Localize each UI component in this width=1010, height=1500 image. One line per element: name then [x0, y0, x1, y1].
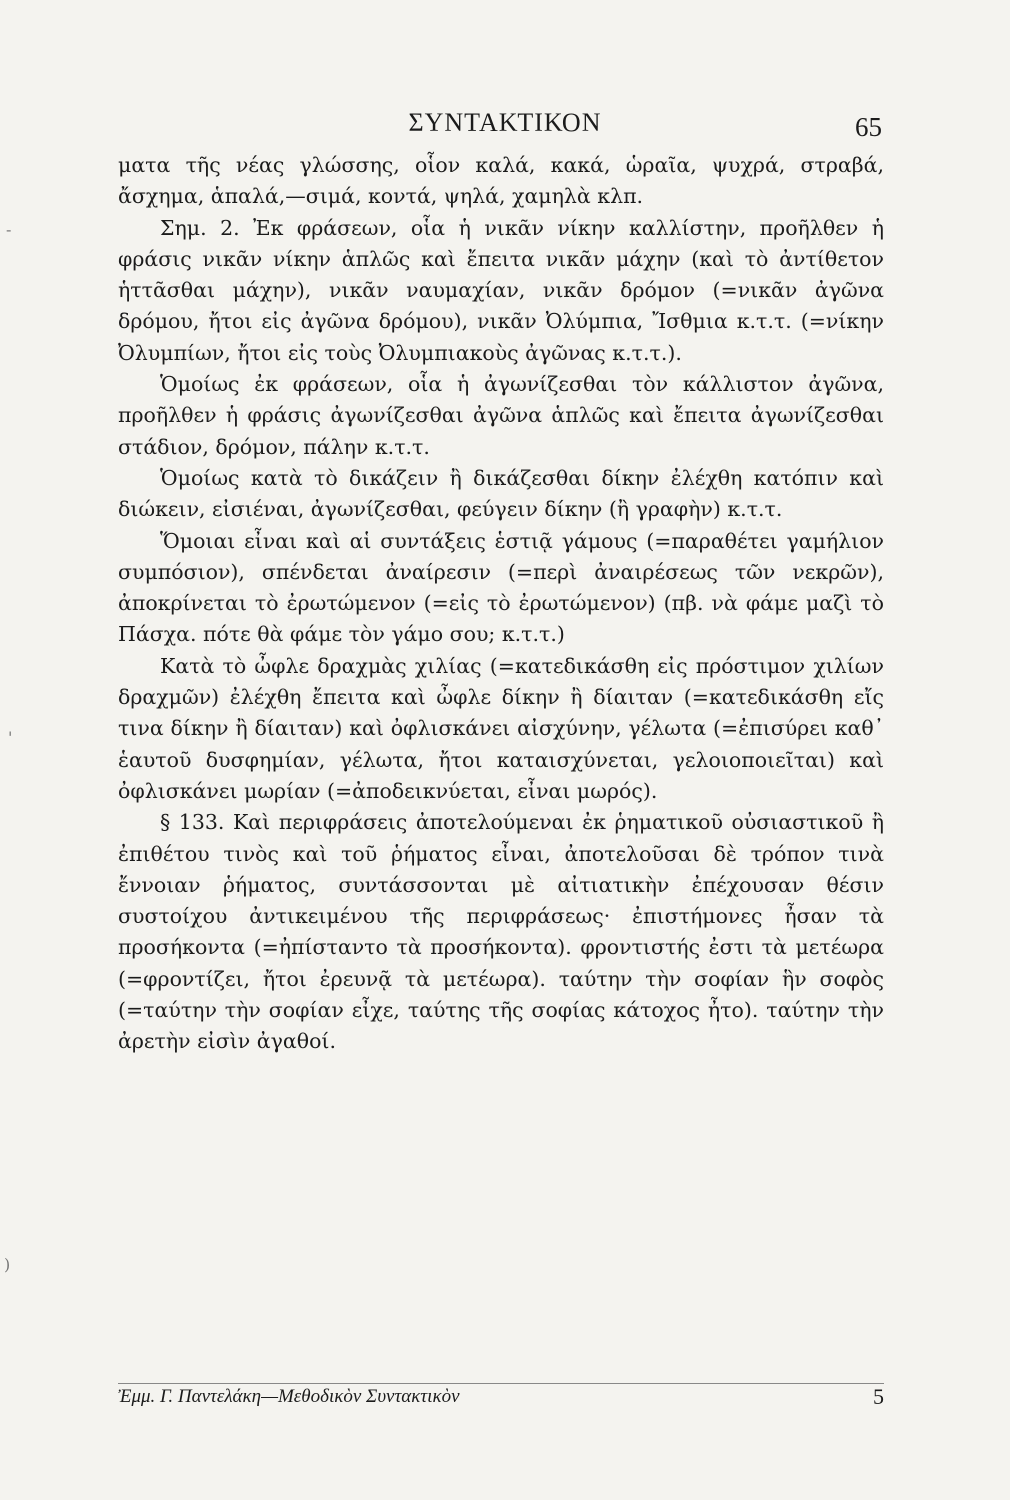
body-text	[118, 150, 884, 1058]
running-title: ΣΥΝΤΑΚΤΙΚΟΝ	[408, 108, 602, 137]
paragraph-continuation: ματα τῆς νέας γλώσσης, οἷον καλά, κακά, ὡραῖα, ψυχρά, στραβά, ἄσχημα, ἁπαλά,—σιμά, κοντά, ψηλά, χαμηλὰ κλπ.	[118, 153, 884, 209]
page-number: 65	[855, 112, 882, 142]
paragraph-note-2: Σημ. 2. Ἐκ φράσεων, οἷα ἡ νικᾶν νίκην καλλίστην, προῆλθεν ἡ φράσις νικᾶν νίκην ἁπλῶς καὶ ἔπειτα νικᾶν μάχην (καὶ τὸ ἀντίθετον ἡττᾶσθαι μάχην), νικᾶν ναυμαχίαν, νικᾶν δρόμον (=νικᾶν ἀγῶνα δρόμου, ἤτοι εἰς ἀγῶνα δρόμου), νικᾶν Ὀλύμπια, Ἴσθμια κ.τ.τ. (=νίκην Ὀλυμπίων, ἤτοι εἰς τοὺς Ὀλυμπιακοὺς ἀγῶνας κ.τ.τ.).	[118, 215, 884, 365]
margin-tick-mark: -	[6, 220, 12, 239]
page-footer	[118, 1383, 884, 1418]
margin-tick-mark: '	[8, 728, 13, 747]
paragraph-section-133: § 133. Καὶ περιφράσεις ἀποτελούμεναι ἐκ ῥηματικοῦ οὐσιαστικοῦ ἢ ἐπιθέτου τινὸς καὶ τοῦ ῥήματος εἶναι, ἀποτελοῦσαι δὲ τρόπον τινὰ ἔννοιαν ῥήματος, συντάσσονται μὲ αἰτιατικὴν ἐπέχουσαν θέσιν συστοίχου ἀντικειμένου τῆς περιφράσεως· ἐπιστήμονες ἦσαν τὰ προσήκοντα (=ἠπίσταντο τὰ προσήκοντα). φροντιστής ἐστι τὰ μετέωρα (=φροντίζει, ἤτοι ἐρευνᾷ τὰ μετέωρα). ταύτην τὴν σοφίαν ἣν σοφὸς (=ταύτην τὴν σοφίαν εἶχε, ταύτης τῆς σοφίας κάτοχος ἦτο). ταύτην τὴν ἀρετὴν εἰσὶν ἀγαθοί.	[118, 810, 884, 1054]
paragraph-agonizesthai: Ὁμοίως ἐκ φράσεων, οἷα ἡ ἀγωνίζεσθαι τὸν κάλλιστον ἀγῶνα, προῆλθεν ἡ φράσις ἀγωνίζεσθαι ἀγῶνα ἁπλῶς καὶ ἔπειτα ἀγωνίζεσθαι στάδιον, δρόμον, πάλην κ.τ.τ.	[118, 372, 884, 459]
paragraph-dikazein: Ὁμοίως κατὰ τὸ δικάζειν ἢ δικάζεσθαι δίκην ἐλέχθη κατόπιν καὶ διώκειν, εἰσιέναι, ἀγωνίζεσθαι, φεύγειν δίκην (ἢ γραφὴν) κ.τ.τ.	[118, 465, 884, 522]
paragraph-similar-constructions: Ὅμοιαι εἶναι καὶ αἱ συντάξεις ἑστιᾷ γάμους (=παραθέτει γαμήλιον συμπόσιον), σπένδεται ἀναίρεσιν (=περὶ ἀναιρέσεως τῶν νεκρῶν), ἀποκρίνεται τὸ ἐρωτώμενον (=εἰς τὸ ἐρωτώμενον) (πβ. νὰ φάμε μαζὶ τὸ Πάσχα. πότε θὰ φάμε τὸν γάμο σου; κ.τ.τ.)	[118, 528, 884, 647]
signature-mark: 5	[873, 1384, 884, 1409]
margin-tick-mark: )	[4, 1255, 11, 1274]
footer-reference: Ἐμμ. Γ. Παντελάκη—Μεθοδικὸν Συντακτικὸν	[118, 1386, 460, 1407]
paragraph-ophle: Κατὰ τὸ ὦφλε δραχμὰς χιλίας (=κατεδικάσθη εἰς πρόστιμον χιλίων δραχμῶν) ἐλέχθη ἔπειτα καὶ ὦφλε δίκην ἢ δίαιταν (=κατεδικάσθη εἴς τινα δίκην ἢ δίαιταν) καὶ ὀφλισκάνει αἰσχύνην, γέλωτα (=ἐπισύρει καθ᾿ ἑαυτοῦ δυσφημίαν, γέλωτα, ἤτοι καταισχύνεται, γελοιοποιεῖται) καὶ ὀφλισκάνει μωρίαν (=ἀποδεικνύεται, εἶναι μωρός).	[118, 653, 884, 803]
page-header	[0, 108, 1010, 148]
